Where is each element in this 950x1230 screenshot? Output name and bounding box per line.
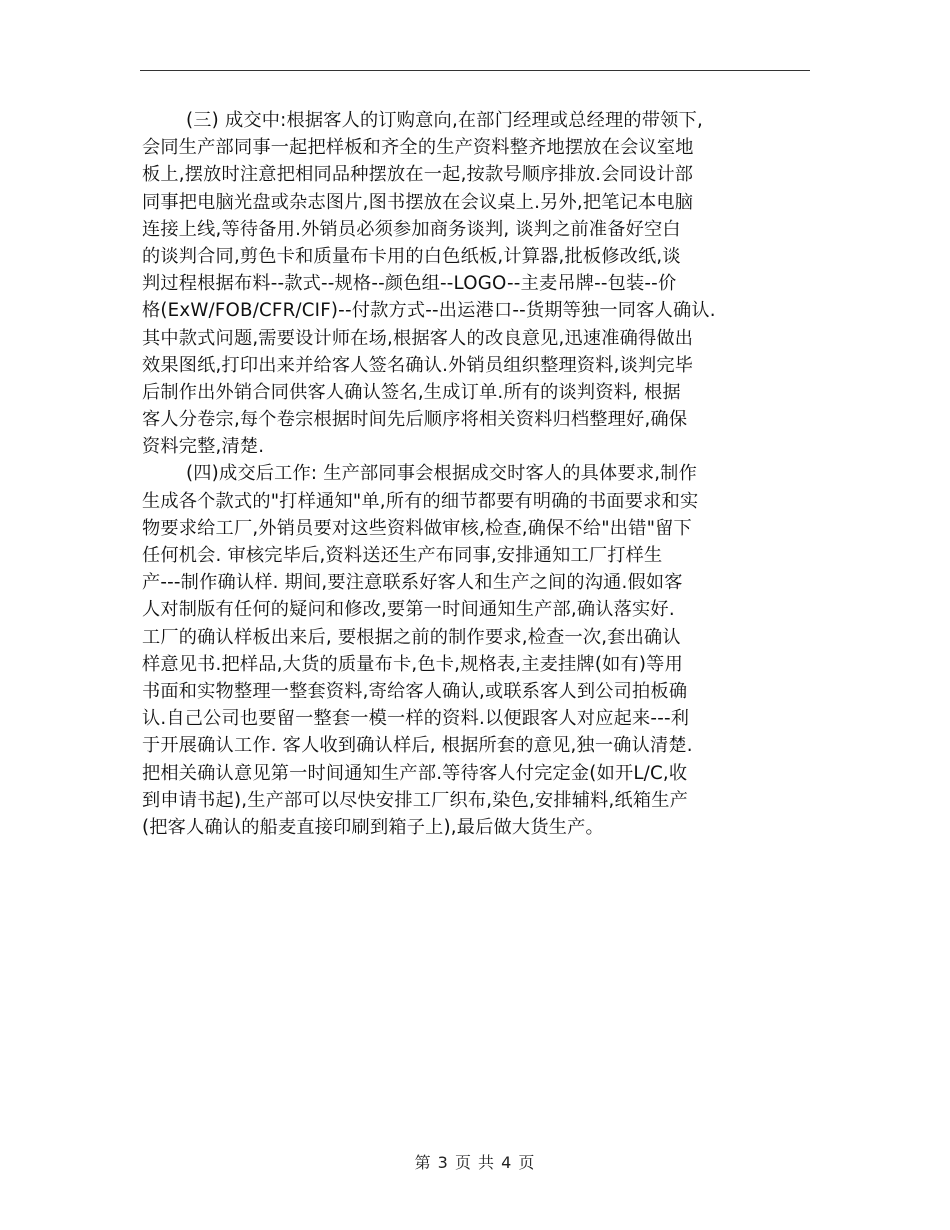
text-line: (三) 成交中:根据客人的订购意向,在部门经理或总经理的带领下, [186,110,703,131]
text-line: 效果图纸,打印出来并给客人签名确认.外销员组织整理资料,谈判完毕 [142,354,694,376]
text-line: 物要求给工厂,外销员要对这些资料做审核,检查,确保不给"出错"留下 [142,517,692,539]
text-line: 生成各个款式的"打样通知"单,所有的细节都要有明确的书面要求和实 [142,490,699,512]
text-line: 于开展确认工作. 客人收到确认样后, 根据所套的意见,独一确认清楚. [142,735,693,757]
text-line: (四)成交后工作: 生产部同事会根据成交时客人的具体要求,制作 [186,463,697,485]
body-text [142,107,812,841]
text-line: 判过程根据布料--款式--规格--颜色组--LOGO--主麦吊牌--包装--价 [142,273,677,295]
text-line: 的谈判合同,剪色卡和质量布卡用的白色纸板,计算器,批板修改纸,谈 [142,245,681,267]
text-line: 会同生产部同事一起把样板和齐全的生产资料整齐地摆放在会议室地 [142,137,694,159]
text-line: 连接上线,等待备用.外销员必须参加商务谈判, 谈判之前准备好空白 [142,218,681,240]
text-line: 人对制版有任何的疑问和修改,要第一时间通知生产部,确认落实好. [142,599,675,621]
page-footer: 第 3 页 共 4 页 [414,1153,536,1172]
header-rule [140,70,810,71]
text-line: 格(ExW/FOB/CFR/CIF)--付款方式--出运港口--货期等独一同客人确认. [142,300,716,322]
text-line: 书面和实物整理一整套资料,寄给客人确认,或联系客人到公司拍板确 [142,680,688,702]
text-line: 样意见书.把样品,大货的质量布卡,色卡,规格表,主麦挂牌(如有)等用 [142,653,683,675]
text-line: 同事把电脑光盘或杂志图片,图书摆放在会议桌上.另外,把笔记本电脑 [142,191,694,213]
text-line: (把客人确认的船麦直接印刷到箱子上),最后做大货生产。 [142,816,604,838]
text-line: 认.自己公司也要留一整套一模一样的资料.以便跟客人对应起来---利 [142,708,690,730]
text-line: 把相关确认意见第一时间通知生产部.等待客人付完定金(如开L/C,收 [142,762,688,784]
text-line: 后制作出外销合同供客人确认签名,生成订单.所有的谈判资料, 根据 [142,381,681,403]
text-line: 任何机会. 审核完毕后,资料送还生产布同事,安排通知工厂打样生 [142,545,663,566]
text-line: 产---制作确认样. 期间,要注意联系好客人和生产之间的沟通.假如客 [142,572,683,594]
text-line: 资料完整,清楚. [142,436,265,458]
text-line: 板上,摆放时注意把相同品种摆放在一起,按款号顺序排放.会同设计部 [142,164,694,186]
text-line: 客人分卷宗,每个卷宗根据时间先后顺序将相关资料归档整理好,确保 [142,409,688,431]
text-line: 工厂的确认样板出来后, 要根据之前的制作要求,检查一次,套出确认 [142,626,681,648]
text-line: 其中款式问题,需要设计师在场,根据客人的改良意见,迅速准确得做出 [142,327,694,349]
text-line: 到申请书起),生产部可以尽快安排工厂织布,染色,安排辅料,纸箱生产 [142,789,689,811]
